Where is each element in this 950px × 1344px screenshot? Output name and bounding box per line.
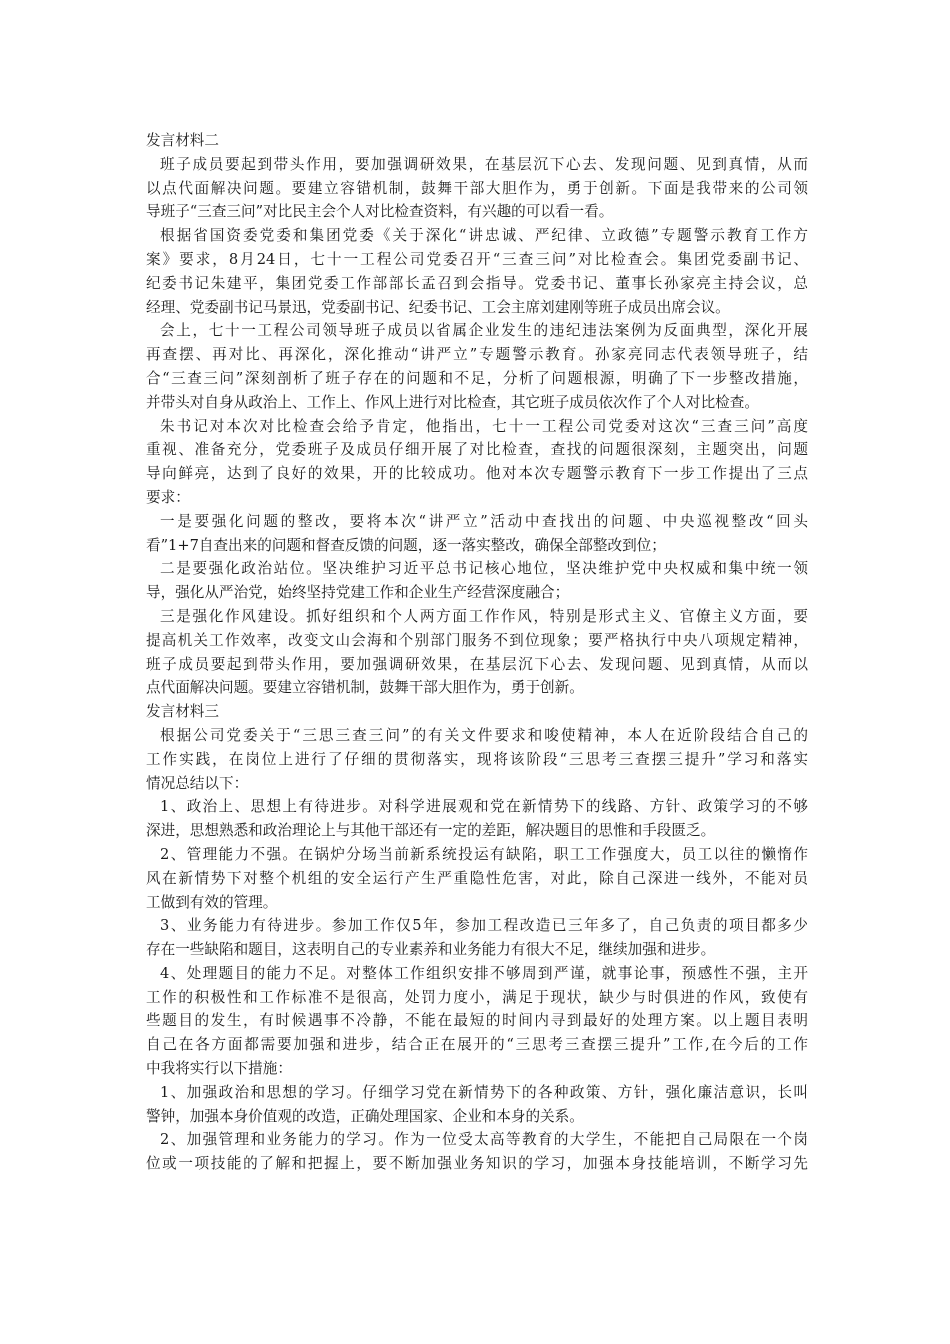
paragraph [146,962,808,1081]
text-line: 中我将实行以下措施： [146,1060,292,1078]
text-line: 班子成员要起到带头作用，要加强调研效果，在基层沉下心去、发现问题、见到真情，从而以 [146,655,808,673]
paragraph [146,914,808,962]
text-line: 1、政治上、思想上有待进步。对科学进展观和党在新情势下的线路、方针、政策学习的不够 [160,798,808,816]
text-line: 案》要求，8月24日，七十一工程公司党委召开“三查三问”对比检查会。集团党委副书记、 [146,250,808,268]
paragraph [146,319,808,414]
text-line: 朱书记对本次对比检查会给予肯定，他指出，七十一工程公司党委对这次“三查三问”高度 [160,417,808,435]
paragraph [146,557,808,605]
text-line: 导，强化从严治党，始终坚持党建工作和企业生产经营深度融合； [146,584,570,602]
text-line: 纪委书记朱建平，集团党委工作部部长孟召到会指导。党委书记、董事长孙家亮主持会议，总 [146,274,808,292]
paragraph [146,1081,808,1129]
text-line: 重视、准备充分，党委班子及成员仔细开展了对比检查，查找的问题很深刻，主题突出，问题 [146,441,808,459]
text-line: 2、加强管理和业务能力的学习。作为一位受太高等教育的大学生，不能把自己局限在一个岗 [160,1131,808,1149]
text-line: 自己在各方面都需要加强和进步，结合正在展开的“三思考三查摆三提升”工作,在今后的工作 [146,1036,808,1054]
text-line: 看”1+7自查出来的问题和督查反馈的问题，逐一落实整改，确保全部整改到位； [146,536,666,554]
text-line: 警钟，加强本身价值观的改造，正确处理国家、企业和本身的关系。 [146,1107,584,1125]
text-line: 导向鲜亮，达到了良好的效果，开的比较成功。他对本次专题警示教育下一步工作提出了三点 [146,465,808,483]
text-line: 深进，思想熟悉和政治理论上与其他干部还有一定的差距，解决题目的思惟和手段匮乏。 [146,822,716,840]
text-line: 要求： [146,488,190,506]
text-line: 存在一些缺陷和题目，这表明自己的专业素养和业务能力有很大不足，继续加强和进步。 [146,941,716,959]
text-line: 根据省国资委党委和集团党委《关于深化“讲忠诚、严纪律、立政德”专题警示教育工作方 [160,227,808,245]
text-line: 一是要强化问题的整改，要将本次“讲严立”活动中查找出的问题、中央巡视整改“回头 [160,512,808,530]
text-line: 工作的积极性和工作标准不是很高，处罚力度小，满足于现状，缺少与时俱进的作风，致使有 [146,988,808,1006]
text-line: 1、加强政治和思想的学习。仔细学习党在新情势下的各种政策、方针，强化廉洁意识，长叫 [160,1083,808,1101]
text-line: 经理、党委副书记马景迅，党委副书记、纪委书记、工会主席刘建刚等班子成员出席会议。 [146,298,730,316]
text-line: 三是强化作风建设。抓好组织和个人两方面工作作风，特别是形式主义、官僚主义方面，要 [160,607,808,625]
text-line: 会上，七十一工程公司领导班子成员以省属企业发生的违纪违法案例为反面典型，深化开展 [160,322,808,340]
text-line: 风在新情势下对整个机组的安全运行产生严重隐性危害，对此，除自己深进一线外，不能对员 [146,869,808,887]
paragraph [146,224,808,319]
paragraph [146,153,808,224]
text-line: 些题目的发生，有时候遇事不冷静，不能在最短的时间内寻到最好的处理方案。以上题目表明 [146,1012,808,1030]
text-line: 以点代面解决问题。要建立容错机制，鼓舞干部大胆作为，勇于创新。下面是我带来的公司领 [146,179,808,197]
text-line: 班子成员要起到带头作用，要加强调研效果，在基层沉下心去、发现问题、见到真情，从而 [160,155,808,173]
text-line: 根据公司党委关于“三思三查三问”的有关文件要求和唆使精神，本人在近阶段结合自己的 [160,726,808,744]
paragraph [146,724,808,795]
section-heading: 发言材料二 [146,132,219,149]
text-line: 点代面解决问题。要建立容错机制，鼓舞干部大胆作为，勇于创新。 [146,679,584,697]
document-page [146,129,808,1176]
text-line: 情况总结以下： [146,774,249,792]
text-line: 4、处理题目的能力不足。对整体工作组织安排不够周到严谨，就事论事，预感性不强，主开 [160,964,808,982]
text-line: 提高机关工作效率，改变文山会海和个别部门服务不到位现象；要严格执行中央八项规定精神， [146,631,808,649]
text-line: 工作实践，在岗位上进行了仔细的贯彻落实，现将该阶段“三思考三查摆三提升”学习和落实 [146,750,808,768]
paragraph [146,605,808,700]
text-line: 二是要强化政治站位。坚决维护习近平总书记核心地位，坚决维护党中央权威和集中统一领 [160,560,808,578]
text-line: 位或一项技能的了解和把握上，要不断加强业务知识的学习，加强本身技能培训，不断学习先 [146,1155,808,1173]
paragraph [146,510,808,558]
paragraph [146,843,808,914]
text-line: 2、管理能力不强。在锅炉分场当前新系统投运有缺陷，职工工作强度大，员工以往的懒惰作 [160,845,808,863]
text-line: 3、业务能力有待进步。参加工作仅5年，参加工程改造已三年多了，自己负责的项目都多少 [160,917,808,935]
text-line: 合“三查三问”深刻剖析了班子存在的问题和不足，分析了问题根源，明确了下一步整改措施， [146,369,808,387]
text-line: 导班子“三查三问”对比民主会个人对比检查资料，有兴趣的可以看一看。 [146,203,614,221]
text-line: 并带头对自身从政治上、工作上、作风上进行对比检查，其它班子成员依次作了个人对比检查。 [146,393,759,411]
section-heading: 发言材料三 [146,703,219,721]
text-line: 再查摆、再对比、再深化，深化推动“讲严立”专题警示教育。孙家亮同志代表领导班子，结 [146,346,808,364]
paragraph [146,415,808,510]
text-line: 工做到有效的管理。 [146,893,278,911]
paragraph [146,795,808,843]
paragraph [146,1128,808,1176]
